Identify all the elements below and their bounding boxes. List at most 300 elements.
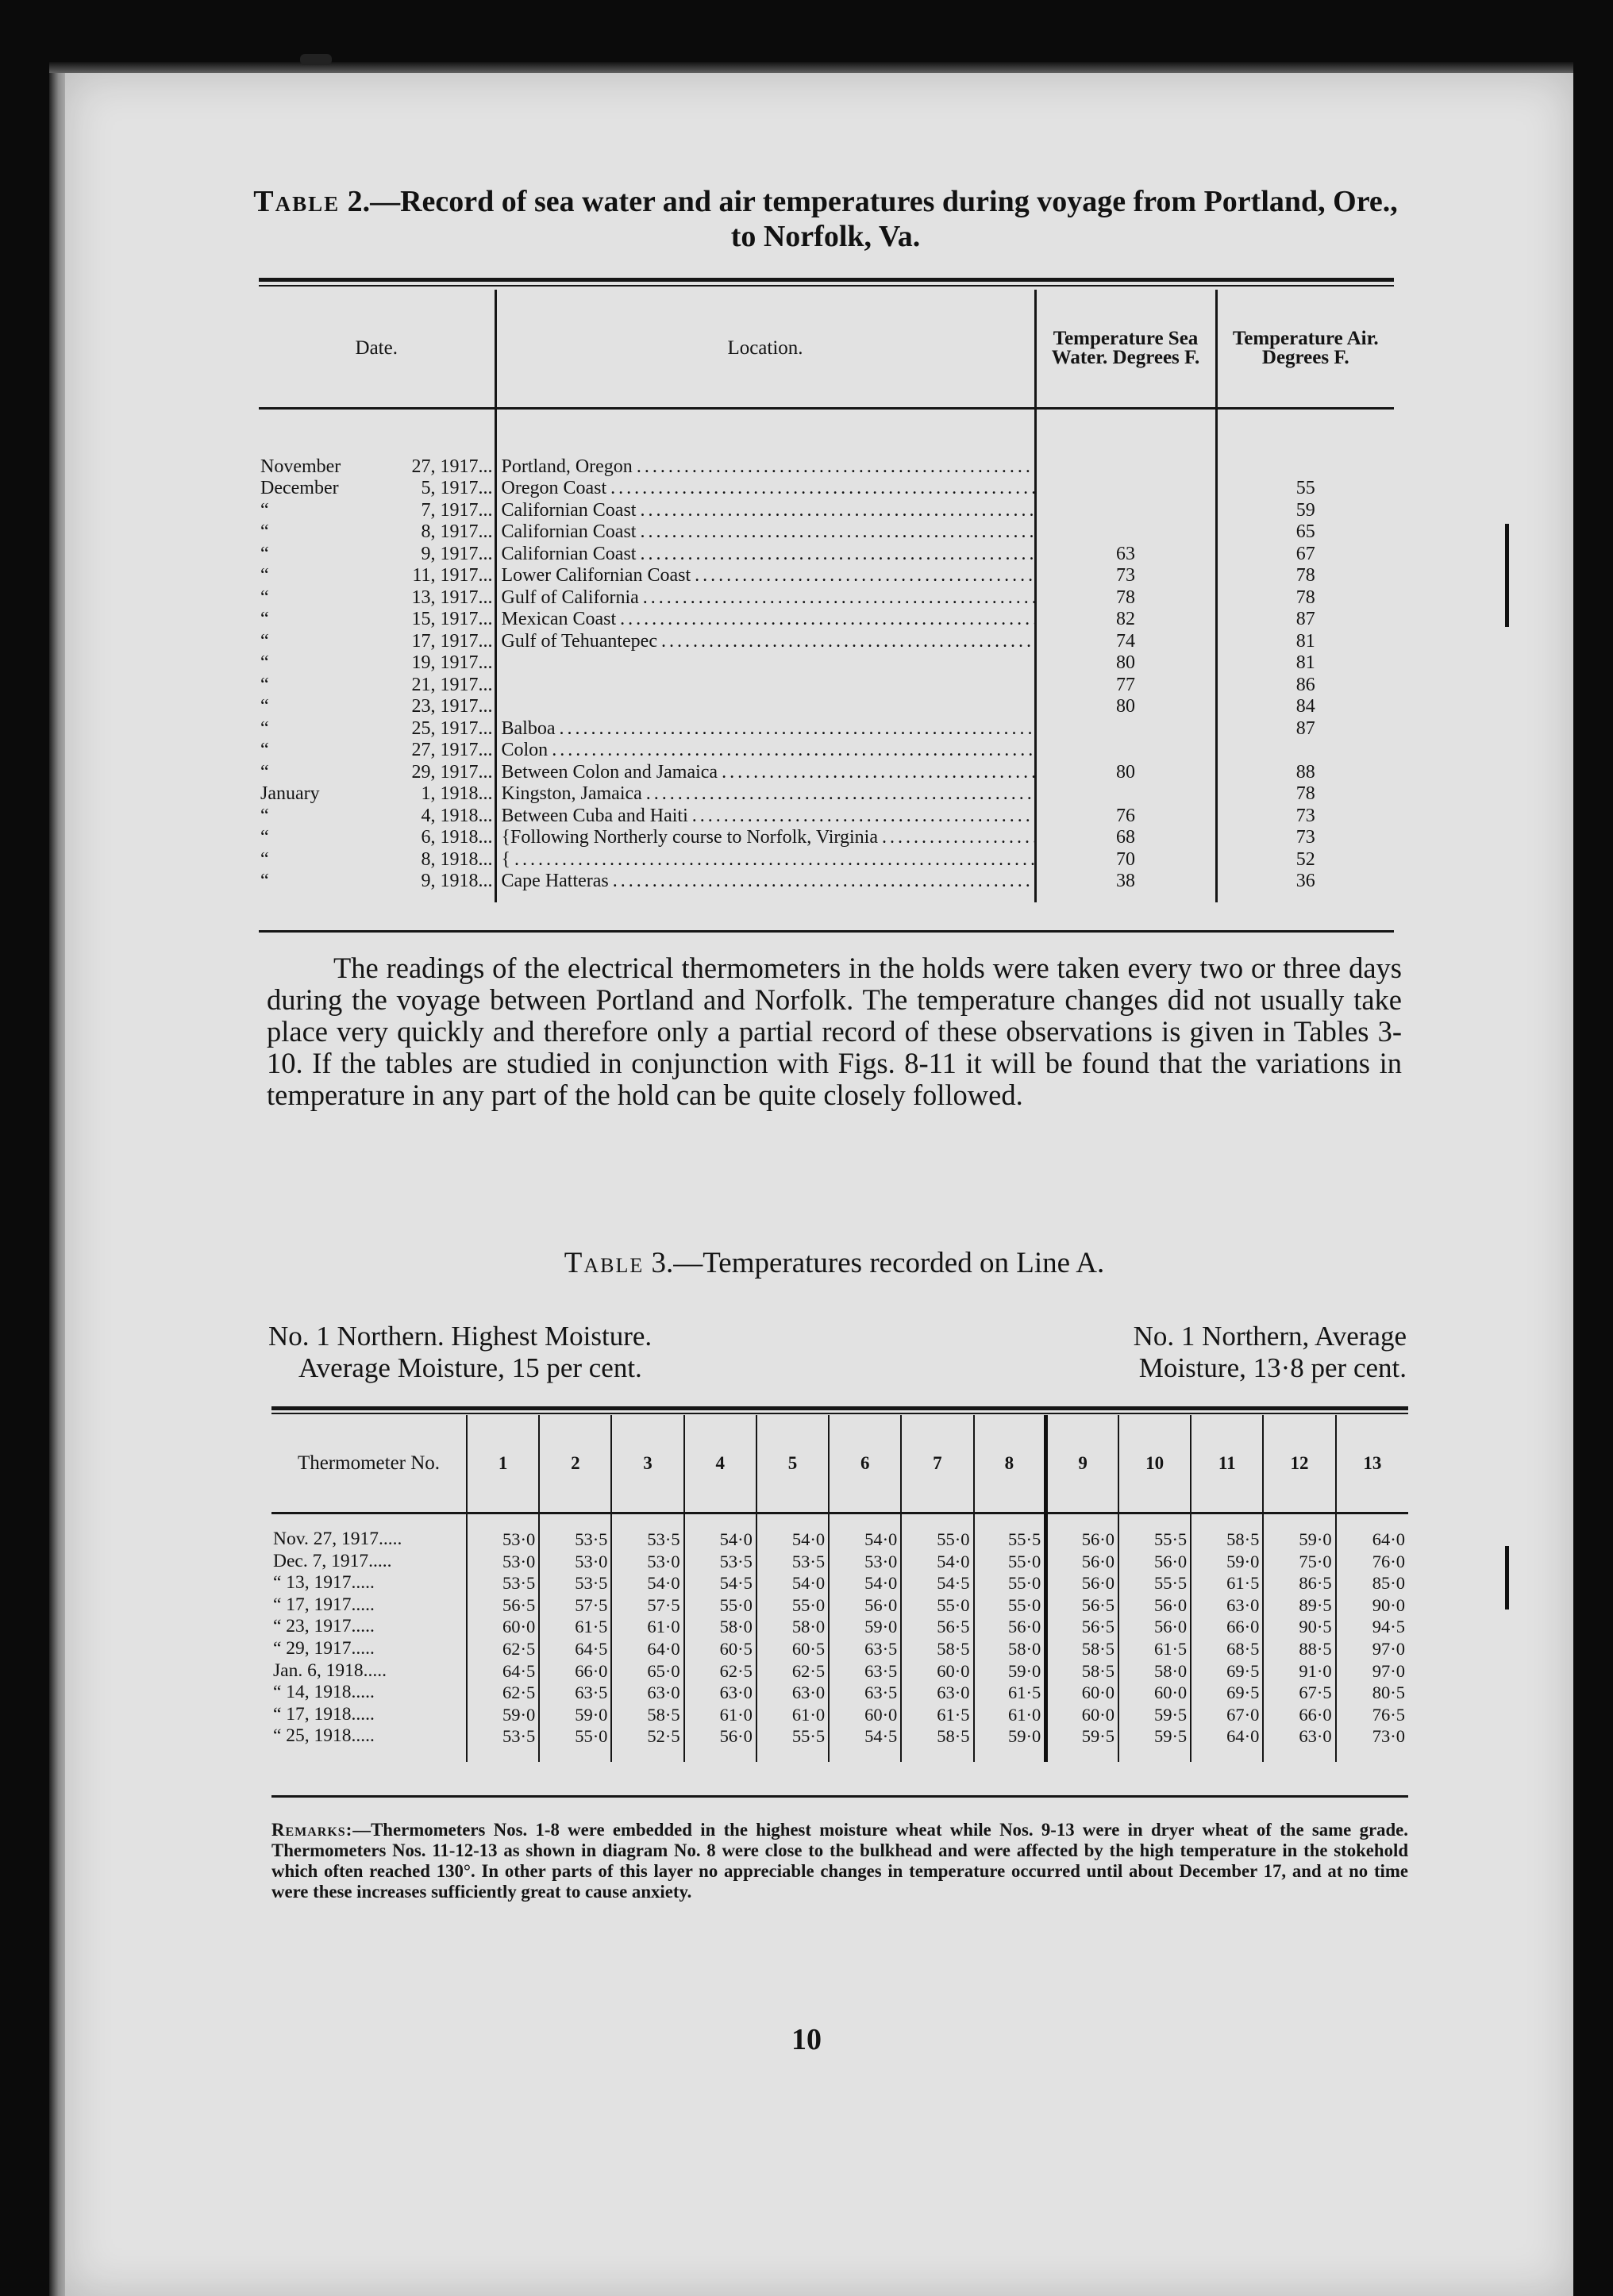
- table3-cell-value: 54·5: [901, 1572, 973, 1594]
- table2-row: [259, 521, 1394, 544]
- table3-cell-date: Dec. 7, 1917.....: [273, 1550, 392, 1571]
- table2-cell-location: [495, 544, 1035, 566]
- table3-cell-value: 58·5: [1191, 1529, 1263, 1551]
- table3-cell-value: 56·5: [1046, 1594, 1118, 1617]
- table2-cell-date: [259, 587, 495, 610]
- table2-filler-cell: [1216, 893, 1394, 902]
- table3-cell-value: 76·5: [1336, 1704, 1408, 1726]
- table3-pad-cell: [829, 1513, 901, 1529]
- right-subtitle-line2: Moisture, 13·8 per cent.: [1138, 1352, 1407, 1383]
- table3-cell-value: 63·0: [756, 1682, 829, 1704]
- table2-cell-location-text: Gulf of Tehuantepec . . .: [502, 631, 1036, 652]
- table2-cell-air: 59: [1216, 500, 1394, 522]
- left-subtitle-line2: Average Moisture, 15 per cent.: [298, 1352, 642, 1383]
- table3-cell-value: 56·5: [901, 1616, 973, 1638]
- table2-cell-date: [259, 631, 495, 653]
- table2-cell-month: “: [260, 805, 269, 826]
- table2-row: [259, 806, 1394, 828]
- table3-pad-cell: [756, 1513, 829, 1529]
- table3-row: [271, 1572, 1408, 1594]
- table3-row: [271, 1551, 1408, 1573]
- scan-speck: [300, 54, 332, 65]
- table2-cell-air: 65: [1216, 521, 1394, 544]
- table3-cell-value: 63·0: [684, 1682, 756, 1704]
- table2-cell-air: [1216, 740, 1394, 762]
- table2-cell-air: 86: [1216, 675, 1394, 697]
- table3-caption-text: 3.—Temperatures recorded on Line A.: [644, 1247, 1105, 1279]
- table3-cell-value: 89·5: [1263, 1594, 1335, 1617]
- table3-cell-value: 61·5: [539, 1616, 611, 1638]
- table2-cell-air: 87: [1216, 609, 1394, 631]
- table3-cell-date: “ 29, 1917.....: [273, 1637, 375, 1659]
- table3-cell-value: 55·0: [539, 1725, 611, 1748]
- table2-header-air: Temperature Air. Degrees F.: [1216, 290, 1394, 409]
- table2-cell-day: 9, 1918...: [421, 871, 493, 891]
- table3-header-col: 2: [539, 1415, 611, 1513]
- table2-cell-location-text: Mexican Coast . . .: [502, 609, 1036, 629]
- table3-cell-value: 60·0: [829, 1704, 901, 1726]
- table3-cell-value: 53·5: [684, 1551, 756, 1573]
- table3-row: [271, 1529, 1408, 1551]
- table2-cell-location-text: Californian Coast . . .: [502, 500, 1036, 521]
- table2-cell-location: [495, 587, 1035, 610]
- table3-cell-value: 56·0: [684, 1725, 756, 1748]
- table3-cell-value: 56·0: [1046, 1529, 1118, 1551]
- table2-bottom-rule: [259, 930, 1394, 933]
- table3-cell-value: 54·0: [901, 1551, 973, 1573]
- table2-row: [259, 609, 1394, 631]
- table2-cell-month: “: [260, 717, 269, 739]
- table2-cell-month: “: [260, 499, 269, 521]
- table2-cell-location-text: Californian Coast . . .: [502, 544, 1036, 564]
- table3-pad-cell: [1046, 1748, 1118, 1762]
- table2-cell-water: [1035, 783, 1216, 806]
- table2-cell-month: “: [260, 543, 269, 564]
- table3-header-col: 7: [901, 1415, 973, 1513]
- table2-caption-label: Table: [253, 185, 341, 218]
- table3-cell-value: 58·5: [901, 1638, 973, 1660]
- table2-cell-day: 25, 1917...: [411, 717, 493, 739]
- remarks-text: —Thermometers Nos. 1-8 were embedded in the highest moisture wheat while Nos. 9-13 were in dryer wheat of the same grade. Thermometers Nos. 11-12-13 as shown in diagram No. 8 were close to the bulkhead and were affected by the high temperature in the stokehold which often reached 130°. In other parts of this layer no appreciable changes in temperature occurred until about December 17, and at no time were these increases sufficiently great to cause anxiety.: [271, 1820, 1408, 1902]
- table3-cell-value: 58·0: [756, 1616, 829, 1638]
- table2-row: [259, 696, 1394, 718]
- table2-cell-date: [259, 740, 495, 762]
- table3-cell-value: 66·0: [1191, 1616, 1263, 1638]
- table2-cell-date: [259, 696, 495, 718]
- table2-cell-air: 73: [1216, 806, 1394, 828]
- table3-cell-value: 58·5: [1046, 1638, 1118, 1660]
- table2-cell-date: [259, 718, 495, 740]
- table2-filler-cell: [259, 893, 495, 902]
- table3-cell-value: 63·0: [1263, 1725, 1335, 1748]
- table2-cell-location: [495, 675, 1035, 697]
- table3-cell-value: 53·5: [611, 1529, 683, 1551]
- table2-cell-water: [1035, 478, 1216, 500]
- table2-cell-day: 17, 1917...: [411, 630, 493, 652]
- table3-cell-value: 64·5: [539, 1638, 611, 1660]
- table2-cell-water: 82: [1035, 609, 1216, 631]
- table3-header-col: 9: [1046, 1415, 1118, 1513]
- table2-cell-location-text: Oregon Coast . . .: [502, 478, 1036, 498]
- table2-cell-date: [259, 871, 495, 893]
- table3-cell-value: 56·5: [467, 1594, 539, 1617]
- table3-pad-cell: [611, 1748, 683, 1762]
- table3-pad-cell: [467, 1748, 539, 1762]
- table2-cell-location: [495, 762, 1035, 784]
- table3-header-thermometer: Thermometer No.: [271, 1415, 467, 1513]
- table2-filler-cell: [495, 893, 1035, 902]
- scan-mark: [1505, 1546, 1509, 1610]
- table3-cell-value: 57·5: [539, 1594, 611, 1617]
- table3-cell-value: 62·5: [756, 1660, 829, 1683]
- table2-cell-month: “: [260, 871, 269, 891]
- table2-cell-water: [1035, 718, 1216, 740]
- table2-cell-water: 73: [1035, 565, 1216, 587]
- table3-row: [271, 1594, 1408, 1617]
- table3-caption: [267, 1246, 1402, 1280]
- table2-cell-month: “: [260, 652, 269, 673]
- table2-row: [259, 565, 1394, 587]
- table3-bottom-rule: [271, 1795, 1408, 1798]
- table3-cell-value: 54·0: [756, 1572, 829, 1594]
- table3-row: [271, 1725, 1408, 1748]
- table3-cell-value: 64·0: [1336, 1529, 1408, 1551]
- table3-cell-value: 56·0: [974, 1616, 1046, 1638]
- table2-cell-location: [495, 631, 1035, 653]
- table3-header-col: 8: [974, 1415, 1046, 1513]
- table3-cell-value: 58·0: [974, 1638, 1046, 1660]
- table3-cell-value: 58·5: [901, 1725, 973, 1748]
- table3-cell-value: 90·5: [1263, 1616, 1335, 1638]
- table3-pad-cell: [1191, 1748, 1263, 1762]
- table2-row: [259, 718, 1394, 740]
- table2-cell-air: 36: [1216, 871, 1394, 893]
- table3-cell-value: 55·0: [901, 1594, 973, 1617]
- table3-header-col: 10: [1118, 1415, 1191, 1513]
- table3-cell-value: 55·0: [974, 1551, 1046, 1573]
- table2-cell-location: [495, 740, 1035, 762]
- table2-cell-month: “: [260, 630, 269, 652]
- table3-cell-date: Jan. 6, 1918.....: [273, 1660, 387, 1681]
- table2-cell-day: 15, 1917...: [411, 609, 493, 629]
- table2-cell-day: 29, 1917...: [411, 761, 493, 783]
- table3-cell-value: 86·5: [1263, 1572, 1335, 1594]
- table3-cell-value: 57·5: [611, 1594, 683, 1617]
- table2-cell-location-text: Cape Hatteras . . .: [502, 871, 1036, 891]
- table3: [271, 1415, 1408, 1762]
- table2-row: [259, 762, 1394, 784]
- table2-cell-air: 88: [1216, 762, 1394, 784]
- table3-cell-value: 61·5: [901, 1704, 973, 1726]
- table3-header-col: 5: [756, 1415, 829, 1513]
- table3-cell-value: 53·0: [539, 1551, 611, 1573]
- table2-cell-day: 4, 1918...: [421, 805, 493, 826]
- table3-row: [271, 1616, 1408, 1638]
- table3-cell-value: 60·0: [1046, 1704, 1118, 1726]
- table2-cell-month: November: [260, 456, 341, 477]
- table2-cell-location: [495, 500, 1035, 522]
- table3-cell-value: 53·0: [467, 1529, 539, 1551]
- table3-cell-value: 69·5: [1191, 1660, 1263, 1683]
- table3-header-col: 4: [684, 1415, 756, 1513]
- table3-cell-value: 90·0: [1336, 1594, 1408, 1617]
- table3-pad-cell: [1263, 1748, 1335, 1762]
- table2-cell-date: [259, 609, 495, 631]
- table2-cell-air: 78: [1216, 565, 1394, 587]
- table3-cell-value: 73·0: [1336, 1725, 1408, 1748]
- table3-cell-value: 55·5: [1118, 1529, 1191, 1551]
- remarks: [271, 1820, 1408, 1902]
- table2-cell-date: [259, 456, 495, 479]
- table3-pad-cell: [271, 1748, 467, 1762]
- table2-cell-day: 27, 1917...: [411, 456, 493, 477]
- table3-cell-value: 61·5: [1118, 1638, 1191, 1660]
- table2-cell-location-text: Californian Coast . . .: [502, 521, 1036, 542]
- table2-cell-month: “: [260, 848, 269, 870]
- table3-cell-value: 54·5: [684, 1572, 756, 1594]
- table2-cell-location: [495, 521, 1035, 544]
- table3-cell-value: 59·0: [1263, 1529, 1335, 1551]
- table3-cell-value: 63·5: [539, 1682, 611, 1704]
- table3-row: [271, 1682, 1408, 1704]
- right-subtitle-line1: No. 1 Northern, Average: [1133, 1321, 1407, 1352]
- table2-cell-water: 80: [1035, 762, 1216, 784]
- table3-cell-value: 62·5: [684, 1660, 756, 1683]
- table2-cell-water: [1035, 456, 1216, 479]
- table2-cell-location-text: Between Colon and Jamaica . . .: [502, 762, 1036, 783]
- table3-pad-cell: [684, 1513, 756, 1529]
- table3-cell-value: 58·5: [1046, 1660, 1118, 1683]
- table2-row: [259, 587, 1394, 610]
- table3-cell-value: 97·0: [1336, 1660, 1408, 1683]
- table2-cell-date: [259, 478, 495, 500]
- table2-cell-day: 11, 1917...: [412, 565, 493, 586]
- table2-cell-water: [1035, 500, 1216, 522]
- table2-row: [259, 456, 1394, 479]
- table2-cell-day: 6, 1918...: [421, 827, 493, 848]
- table3-pad-row: [271, 1748, 1408, 1762]
- table2-cell-date: [259, 783, 495, 806]
- table3-cell-value: 97·0: [1336, 1638, 1408, 1660]
- table3-cell-value: 60·0: [467, 1616, 539, 1638]
- table3-cell-value: 61·0: [684, 1704, 756, 1726]
- table3-cell-value: 61·5: [974, 1682, 1046, 1704]
- table2-cell-water: 68: [1035, 827, 1216, 849]
- table2-cell-date: [259, 827, 495, 849]
- table2-cell-location: [495, 783, 1035, 806]
- table2-cell-date: [259, 806, 495, 828]
- page-number: 10: [791, 2023, 822, 2056]
- table3-cell-value: 55·0: [756, 1594, 829, 1617]
- table2-row: [259, 544, 1394, 566]
- table3-cell-value: 66·0: [1263, 1704, 1335, 1726]
- table2: [259, 290, 1394, 902]
- table3-cell-value: 63·0: [611, 1682, 683, 1704]
- table3-cell-date: “ 25, 1918.....: [273, 1725, 375, 1747]
- table3-cell-value: 59·5: [1118, 1704, 1191, 1726]
- table3-pad-cell: [974, 1748, 1046, 1762]
- table3-cell-value: 64·5: [467, 1660, 539, 1683]
- table3-cell-date: “ 23, 1917.....: [273, 1616, 375, 1637]
- table3-pad-cell: [756, 1748, 829, 1762]
- table2-cell-day: 23, 1917...: [411, 696, 493, 717]
- table3-pad-cell: [539, 1748, 611, 1762]
- remarks-label: Remarks:: [271, 1820, 353, 1840]
- table3-cell-value: 66·0: [539, 1660, 611, 1683]
- table3-row: [271, 1704, 1408, 1726]
- table2-row: [259, 500, 1394, 522]
- table3-cell-value: 53·5: [467, 1572, 539, 1594]
- scan-mark: [1505, 524, 1509, 627]
- table3-pad-cell: [901, 1513, 973, 1529]
- table2-cell-day: 13, 1917...: [411, 586, 493, 608]
- table3-cell-value: 56·0: [1118, 1616, 1191, 1638]
- table2-cell-location-text: Colon . . .: [502, 740, 1036, 760]
- table2-cell-date: [259, 544, 495, 566]
- table3-left-subtitle: [268, 1321, 652, 1384]
- table3-cell-value: 59·0: [974, 1725, 1046, 1748]
- table3-top-rule: [271, 1406, 1408, 1410]
- table2-header-water: Temperature Sea Water. Degrees F.: [1035, 290, 1216, 409]
- table2-cell-month: “: [260, 761, 269, 783]
- table3-cell-date: “ 17, 1917.....: [273, 1594, 375, 1615]
- table3-cell-value: 55·0: [974, 1572, 1046, 1594]
- table2-cell-location-text: Between Cuba and Haiti . . .: [502, 806, 1036, 826]
- table3-pad-cell: [901, 1748, 973, 1762]
- table3-cell-value: 58·0: [684, 1616, 756, 1638]
- table3-cell-value: 54·0: [829, 1529, 901, 1551]
- table3-cell-value: 53·0: [829, 1551, 901, 1573]
- table2-cell-location: [495, 871, 1035, 893]
- table2-cell-water: [1035, 521, 1216, 544]
- table3-body: [271, 1513, 1408, 1762]
- table3-cell-value: 54·5: [829, 1725, 901, 1748]
- table3-cell-value: 64·0: [1191, 1725, 1263, 1748]
- left-subtitle-line1: No. 1 Northern. Highest Moisture.: [268, 1321, 653, 1352]
- table2-cell-month: “: [260, 609, 269, 629]
- table3-cell-value: 63·0: [901, 1682, 973, 1704]
- table3-pad-cell: [684, 1748, 756, 1762]
- table3-cell-value: 85·0: [1336, 1572, 1408, 1594]
- table3-cell-date: “ 13, 1917.....: [273, 1572, 375, 1594]
- table3-cell-value: 53·5: [539, 1529, 611, 1551]
- table3-pad-cell: [1336, 1748, 1408, 1762]
- table2-cell-day: 21, 1917...: [411, 674, 493, 695]
- table2-cell-water: 77: [1035, 675, 1216, 697]
- table3-cell-value: 62·5: [467, 1682, 539, 1704]
- table3-cell-value: 63·5: [829, 1660, 901, 1683]
- table2-cell-date: [259, 652, 495, 675]
- table3-cell-value: 60·0: [901, 1660, 973, 1683]
- table3-cell-value: 58·0: [1118, 1660, 1191, 1683]
- table2-cell-water: 63: [1035, 544, 1216, 566]
- table3-cell-value: 59·5: [1046, 1725, 1118, 1748]
- table2-top-rule-thin: [259, 285, 1394, 287]
- table3-cell-value: 54·0: [756, 1529, 829, 1551]
- table2-cell-month: “: [260, 674, 269, 695]
- table3-cell-date: Nov. 27, 1917.....: [273, 1529, 402, 1549]
- table2-cell-water: 78: [1035, 587, 1216, 610]
- table2-cell-air: 81: [1216, 631, 1394, 653]
- table3-pad-cell: [1046, 1513, 1118, 1529]
- table2-cell-day: 9, 1917...: [421, 543, 493, 564]
- table3-cell-date: “ 17, 1918.....: [273, 1703, 375, 1725]
- table2-cell-location-text: Kingston, Jamaica . . .: [502, 783, 1036, 804]
- table3-cell-value: 59·0: [1191, 1551, 1263, 1573]
- table2-header-location: Location.: [495, 290, 1035, 409]
- table2-cell-water: 74: [1035, 631, 1216, 653]
- table3-header-col: 6: [829, 1415, 901, 1513]
- table2-cell-location-text: Lower Californian Coast . . .: [502, 565, 1036, 586]
- table3-cell-value: 60·5: [756, 1638, 829, 1660]
- table3-cell-value: 94·5: [1336, 1616, 1408, 1638]
- table2-header-date: Date.: [259, 290, 495, 409]
- table3-pad-cell: [467, 1513, 539, 1529]
- table2-cell-month: “: [260, 740, 269, 760]
- table2-filler-cell: [1035, 893, 1216, 902]
- table3-cell-value: 65·0: [611, 1660, 683, 1683]
- table2-cell-month: “: [260, 586, 269, 608]
- table2-cell-month: January: [260, 783, 320, 804]
- table3-pad-cell: [611, 1513, 683, 1529]
- table3-cell-value: 54·0: [611, 1572, 683, 1594]
- table3-cell-value: 69·5: [1191, 1682, 1263, 1704]
- table3-cell-value: 53·0: [467, 1551, 539, 1573]
- table3-caption-label: Table: [564, 1247, 645, 1279]
- table3-cell-value: 53·5: [467, 1725, 539, 1748]
- table2-top-rule: [259, 278, 1394, 282]
- table3-cell-value: 55·0: [974, 1594, 1046, 1617]
- table3-cell-value: 52·5: [611, 1725, 683, 1748]
- table3-header-col: 11: [1191, 1415, 1263, 1513]
- body-paragraph: [267, 952, 1402, 1111]
- table2-cell-water: 76: [1035, 806, 1216, 828]
- table3-cell-value: 63·0: [1191, 1594, 1263, 1617]
- table2-cell-month: December: [260, 478, 339, 498]
- table2-cell-date: [259, 521, 495, 544]
- table3-cell-value: 55·5: [756, 1725, 829, 1748]
- table2-filler-row: [259, 893, 1394, 902]
- table2-cell-day: 7, 1917...: [421, 499, 493, 521]
- table2-cell-water: 80: [1035, 696, 1216, 718]
- table2-cell-air: 78: [1216, 587, 1394, 610]
- table2-cell-day: 19, 1917...: [411, 652, 493, 673]
- table3-right-subtitle: [1032, 1321, 1407, 1384]
- table3-cell-value: 55·0: [684, 1594, 756, 1617]
- table3-pad-cell: [1191, 1513, 1263, 1529]
- table2-cell-day: 8, 1918...: [421, 848, 493, 870]
- table3-row: [271, 1638, 1408, 1660]
- table3-cell-value: 68·5: [1191, 1638, 1263, 1660]
- table3-cell-value: 56·0: [1118, 1551, 1191, 1573]
- table3-cell-value: 59·0: [467, 1704, 539, 1726]
- table3-cell-value: 53·5: [756, 1551, 829, 1573]
- table2-cell-location-text: { . . .: [502, 849, 1036, 870]
- table3-cell-value: 53·5: [539, 1572, 611, 1594]
- table2-cell-air: [1216, 456, 1394, 479]
- table3-cell-value: 76·0: [1336, 1551, 1408, 1573]
- table3-cell-date: “ 14, 1918.....: [273, 1682, 375, 1703]
- table2-row: [259, 652, 1394, 675]
- table3-header-col: 3: [611, 1415, 683, 1513]
- table2-cell-date: [259, 762, 495, 784]
- table3-cell-value: 59·0: [974, 1660, 1046, 1683]
- table3-top-rule-thin: [271, 1413, 1408, 1414]
- table2-cell-month: “: [260, 827, 269, 848]
- table2-cell-air: 84: [1216, 696, 1394, 718]
- table2-cell-location-text: Balboa . . .: [502, 718, 1036, 739]
- table3-cell-value: 53·0: [611, 1551, 683, 1573]
